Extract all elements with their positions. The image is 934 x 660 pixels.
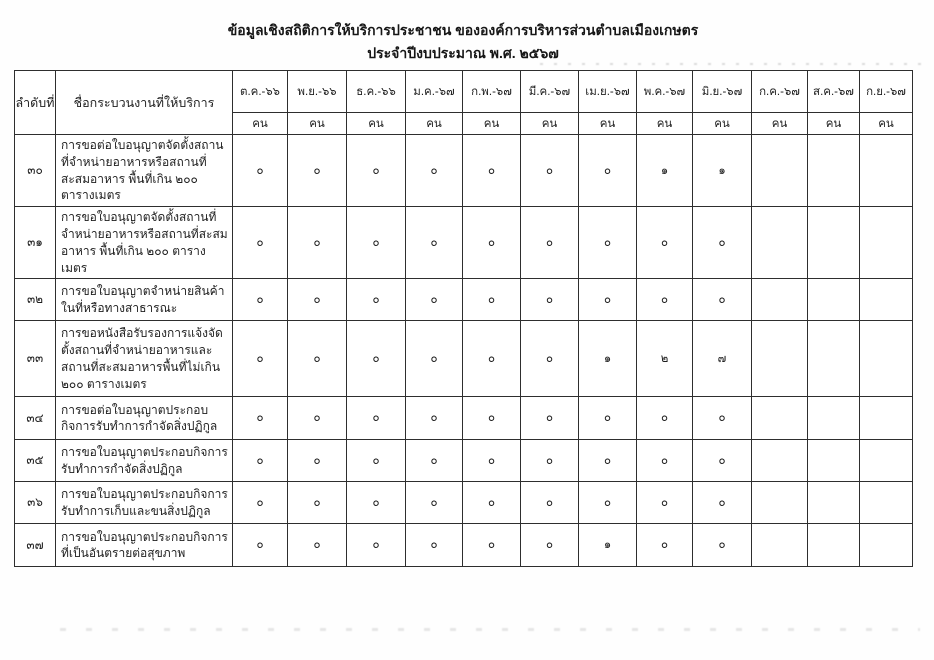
count-cell <box>860 440 913 482</box>
count-cell: ๐ <box>233 524 288 567</box>
count-cell: ๐ <box>637 397 693 440</box>
count-cell <box>860 321 913 397</box>
table-row <box>15 440 913 482</box>
count-cell <box>808 524 860 567</box>
count-cell: ๐ <box>406 482 463 524</box>
column-header-month: พ.ย.-๖๖ <box>288 71 347 113</box>
column-header-process: ชื่อกระบวนงานที่ให้บริการ <box>56 71 233 135</box>
document-title-line2: ประจำปีงบประมาณ พ.ศ. ๒๕๖๗ <box>367 45 559 61</box>
table-row <box>15 279 913 321</box>
count-cell: ๐ <box>637 279 693 321</box>
column-header-month: มี.ค.-๖๗ <box>521 71 579 113</box>
process-name: การขอใบอนุญาตประกอบกิจการที่เป็นอันตรายต่อสุขภาพ <box>56 524 233 567</box>
column-header-month: มิ.ย.-๖๗ <box>693 71 752 113</box>
table-body <box>15 135 913 567</box>
count-cell: ๐ <box>693 482 752 524</box>
row-number: ๓๓ <box>15 321 56 397</box>
count-cell: ๐ <box>288 207 347 279</box>
unit-header: คน <box>808 113 860 135</box>
unit-header: คน <box>693 113 752 135</box>
unit-header: คน <box>860 113 913 135</box>
row-number: ๓๑ <box>15 207 56 279</box>
count-cell: ๐ <box>406 321 463 397</box>
count-cell: ๐ <box>288 440 347 482</box>
count-cell: ๐ <box>693 524 752 567</box>
count-cell: ๐ <box>637 207 693 279</box>
count-cell: ๐ <box>347 279 406 321</box>
table-row <box>15 482 913 524</box>
table-row <box>15 135 913 207</box>
unit-header: คน <box>406 113 463 135</box>
process-name: การขอใบอนุญาตจำหน่ายสินค้าในที่หรือทางสาธารณะ <box>56 279 233 321</box>
unit-header: คน <box>521 113 579 135</box>
count-cell: ๐ <box>521 135 579 207</box>
count-cell: ๐ <box>521 397 579 440</box>
count-cell: ๐ <box>463 279 521 321</box>
column-header-month: ส.ค.-๖๗ <box>808 71 860 113</box>
count-cell: ๐ <box>579 279 637 321</box>
unit-header: คน <box>637 113 693 135</box>
count-cell <box>752 279 808 321</box>
count-cell <box>752 524 808 567</box>
count-cell: ๐ <box>347 321 406 397</box>
process-name: การขอใบอนุญาตประกอบกิจการรับทำการกำจัดสิ่งปฏิกูล <box>56 440 233 482</box>
table-row <box>15 207 913 279</box>
table-row <box>15 397 913 440</box>
column-header-index: ลำดับที่ <box>15 71 56 135</box>
count-cell: ๐ <box>288 135 347 207</box>
process-name: การขอหนังสือรับรองการแจ้งจัดตั้งสถานที่จำหน่ายอาหารและสถานที่สะสมอาหารพื้นที่ไม่เกิน ๒๐๐ ตารางเมตร <box>56 321 233 397</box>
count-cell: ๐ <box>579 440 637 482</box>
count-cell: ๐ <box>288 397 347 440</box>
count-cell: ๐ <box>521 279 579 321</box>
count-cell: ๐ <box>579 482 637 524</box>
column-header-month: พ.ค.-๖๗ <box>637 71 693 113</box>
count-cell: ๑ <box>693 135 752 207</box>
process-name: การขอใบอนุญาตจัดตั้งสถานที่จำหน่ายอาหารหรือสถานที่สะสมอาหาร พื้นที่เกิน ๒๐๐ ตารางเมตร <box>56 207 233 279</box>
scan-artifact <box>540 63 930 65</box>
count-cell: ๐ <box>693 279 752 321</box>
count-cell: ๐ <box>521 524 579 567</box>
process-name: การขอใบอนุญาตประกอบกิจการรับทำการเก็บและขนสิ่งปฏิกูล <box>56 482 233 524</box>
count-cell <box>808 482 860 524</box>
count-cell: ๐ <box>521 440 579 482</box>
unit-header: คน <box>752 113 808 135</box>
count-cell <box>808 207 860 279</box>
count-cell: ๐ <box>693 207 752 279</box>
row-number: ๓๕ <box>15 440 56 482</box>
count-cell: ๐ <box>637 524 693 567</box>
count-cell: ๐ <box>406 207 463 279</box>
count-cell: ๐ <box>233 440 288 482</box>
process-name: การขอต่อใบอนุญาตจัดตั้งสถานที่จำหน่ายอาหารหรือสถานที่สะสมอาหาร พื้นที่เกิน ๒๐๐ ตารางเมตร <box>56 135 233 207</box>
count-cell <box>860 482 913 524</box>
count-cell: ๐ <box>579 207 637 279</box>
document-title-line1: ข้อมูลเชิงสถิติการให้บริการประชาชน ขององค์การบริหารส่วนตำบลเมืองเกษตร <box>227 22 699 38</box>
count-cell: ๐ <box>347 135 406 207</box>
count-cell: ๗ <box>693 321 752 397</box>
column-header-month: ธ.ค.-๖๖ <box>347 71 406 113</box>
unit-header: คน <box>288 113 347 135</box>
table-row <box>15 321 913 397</box>
count-cell <box>752 440 808 482</box>
count-cell: ๐ <box>521 321 579 397</box>
count-cell: ๑ <box>637 135 693 207</box>
row-number: ๓๐ <box>15 135 56 207</box>
table-header <box>15 71 913 135</box>
count-cell: ๐ <box>463 482 521 524</box>
row-number: ๓๒ <box>15 279 56 321</box>
count-cell <box>752 321 808 397</box>
count-cell: ๐ <box>347 207 406 279</box>
count-cell: ๐ <box>406 397 463 440</box>
count-cell <box>752 482 808 524</box>
unit-header: คน <box>463 113 521 135</box>
process-name: การขอต่อใบอนุญาตประกอบกิจการรับทำการกำจัดสิ่งปฏิกูล <box>56 397 233 440</box>
count-cell: ๐ <box>288 524 347 567</box>
count-cell: ๐ <box>463 397 521 440</box>
count-cell: ๐ <box>233 321 288 397</box>
count-cell: ๐ <box>637 482 693 524</box>
count-cell: ๐ <box>406 440 463 482</box>
count-cell <box>808 397 860 440</box>
column-header-month: ก.ค.-๖๗ <box>752 71 808 113</box>
count-cell: ๐ <box>233 482 288 524</box>
document-title <box>0 19 926 65</box>
count-cell: ๐ <box>693 397 752 440</box>
count-cell: ๐ <box>637 440 693 482</box>
row-number: ๓๗ <box>15 524 56 567</box>
count-cell: ๐ <box>233 207 288 279</box>
count-cell: ๐ <box>288 279 347 321</box>
count-cell: ๐ <box>347 482 406 524</box>
table-row <box>15 524 913 567</box>
column-header-month: ต.ค.-๖๖ <box>233 71 288 113</box>
count-cell: ๑ <box>579 321 637 397</box>
count-cell <box>860 279 913 321</box>
count-cell <box>808 279 860 321</box>
count-cell: ๐ <box>406 135 463 207</box>
count-cell: ๐ <box>463 321 521 397</box>
column-header-month: เม.ย.-๖๗ <box>579 71 637 113</box>
count-cell: ๐ <box>233 397 288 440</box>
unit-header: คน <box>579 113 637 135</box>
count-cell: ๐ <box>693 440 752 482</box>
count-cell: ๐ <box>233 279 288 321</box>
count-cell: ๐ <box>579 135 637 207</box>
count-cell <box>752 397 808 440</box>
count-cell: ๑ <box>579 524 637 567</box>
count-cell <box>860 207 913 279</box>
scan-artifact <box>60 628 920 631</box>
count-cell: ๐ <box>521 482 579 524</box>
column-header-month: ม.ค.-๖๗ <box>406 71 463 113</box>
count-cell: ๐ <box>406 524 463 567</box>
row-number: ๓๔ <box>15 397 56 440</box>
count-cell: ๒ <box>637 321 693 397</box>
count-cell <box>860 397 913 440</box>
count-cell: ๐ <box>463 135 521 207</box>
count-cell <box>752 207 808 279</box>
count-cell <box>808 321 860 397</box>
count-cell <box>860 524 913 567</box>
unit-header: คน <box>347 113 406 135</box>
count-cell: ๐ <box>288 482 347 524</box>
column-header-month: ก.ย.-๖๗ <box>860 71 913 113</box>
count-cell: ๐ <box>406 279 463 321</box>
count-cell <box>860 135 913 207</box>
count-cell: ๐ <box>347 440 406 482</box>
count-cell: ๐ <box>463 440 521 482</box>
count-cell: ๐ <box>288 321 347 397</box>
count-cell <box>752 135 808 207</box>
row-number: ๓๖ <box>15 482 56 524</box>
count-cell: ๐ <box>521 207 579 279</box>
count-cell: ๐ <box>233 135 288 207</box>
count-cell: ๐ <box>347 524 406 567</box>
count-cell <box>808 135 860 207</box>
column-header-month: ก.พ.-๖๗ <box>463 71 521 113</box>
count-cell: ๐ <box>579 397 637 440</box>
unit-header: คน <box>233 113 288 135</box>
count-cell: ๐ <box>347 397 406 440</box>
month-header-row <box>15 71 913 113</box>
service-statistics-table <box>14 70 913 567</box>
count-cell: ๐ <box>463 207 521 279</box>
count-cell: ๐ <box>463 524 521 567</box>
count-cell <box>808 440 860 482</box>
